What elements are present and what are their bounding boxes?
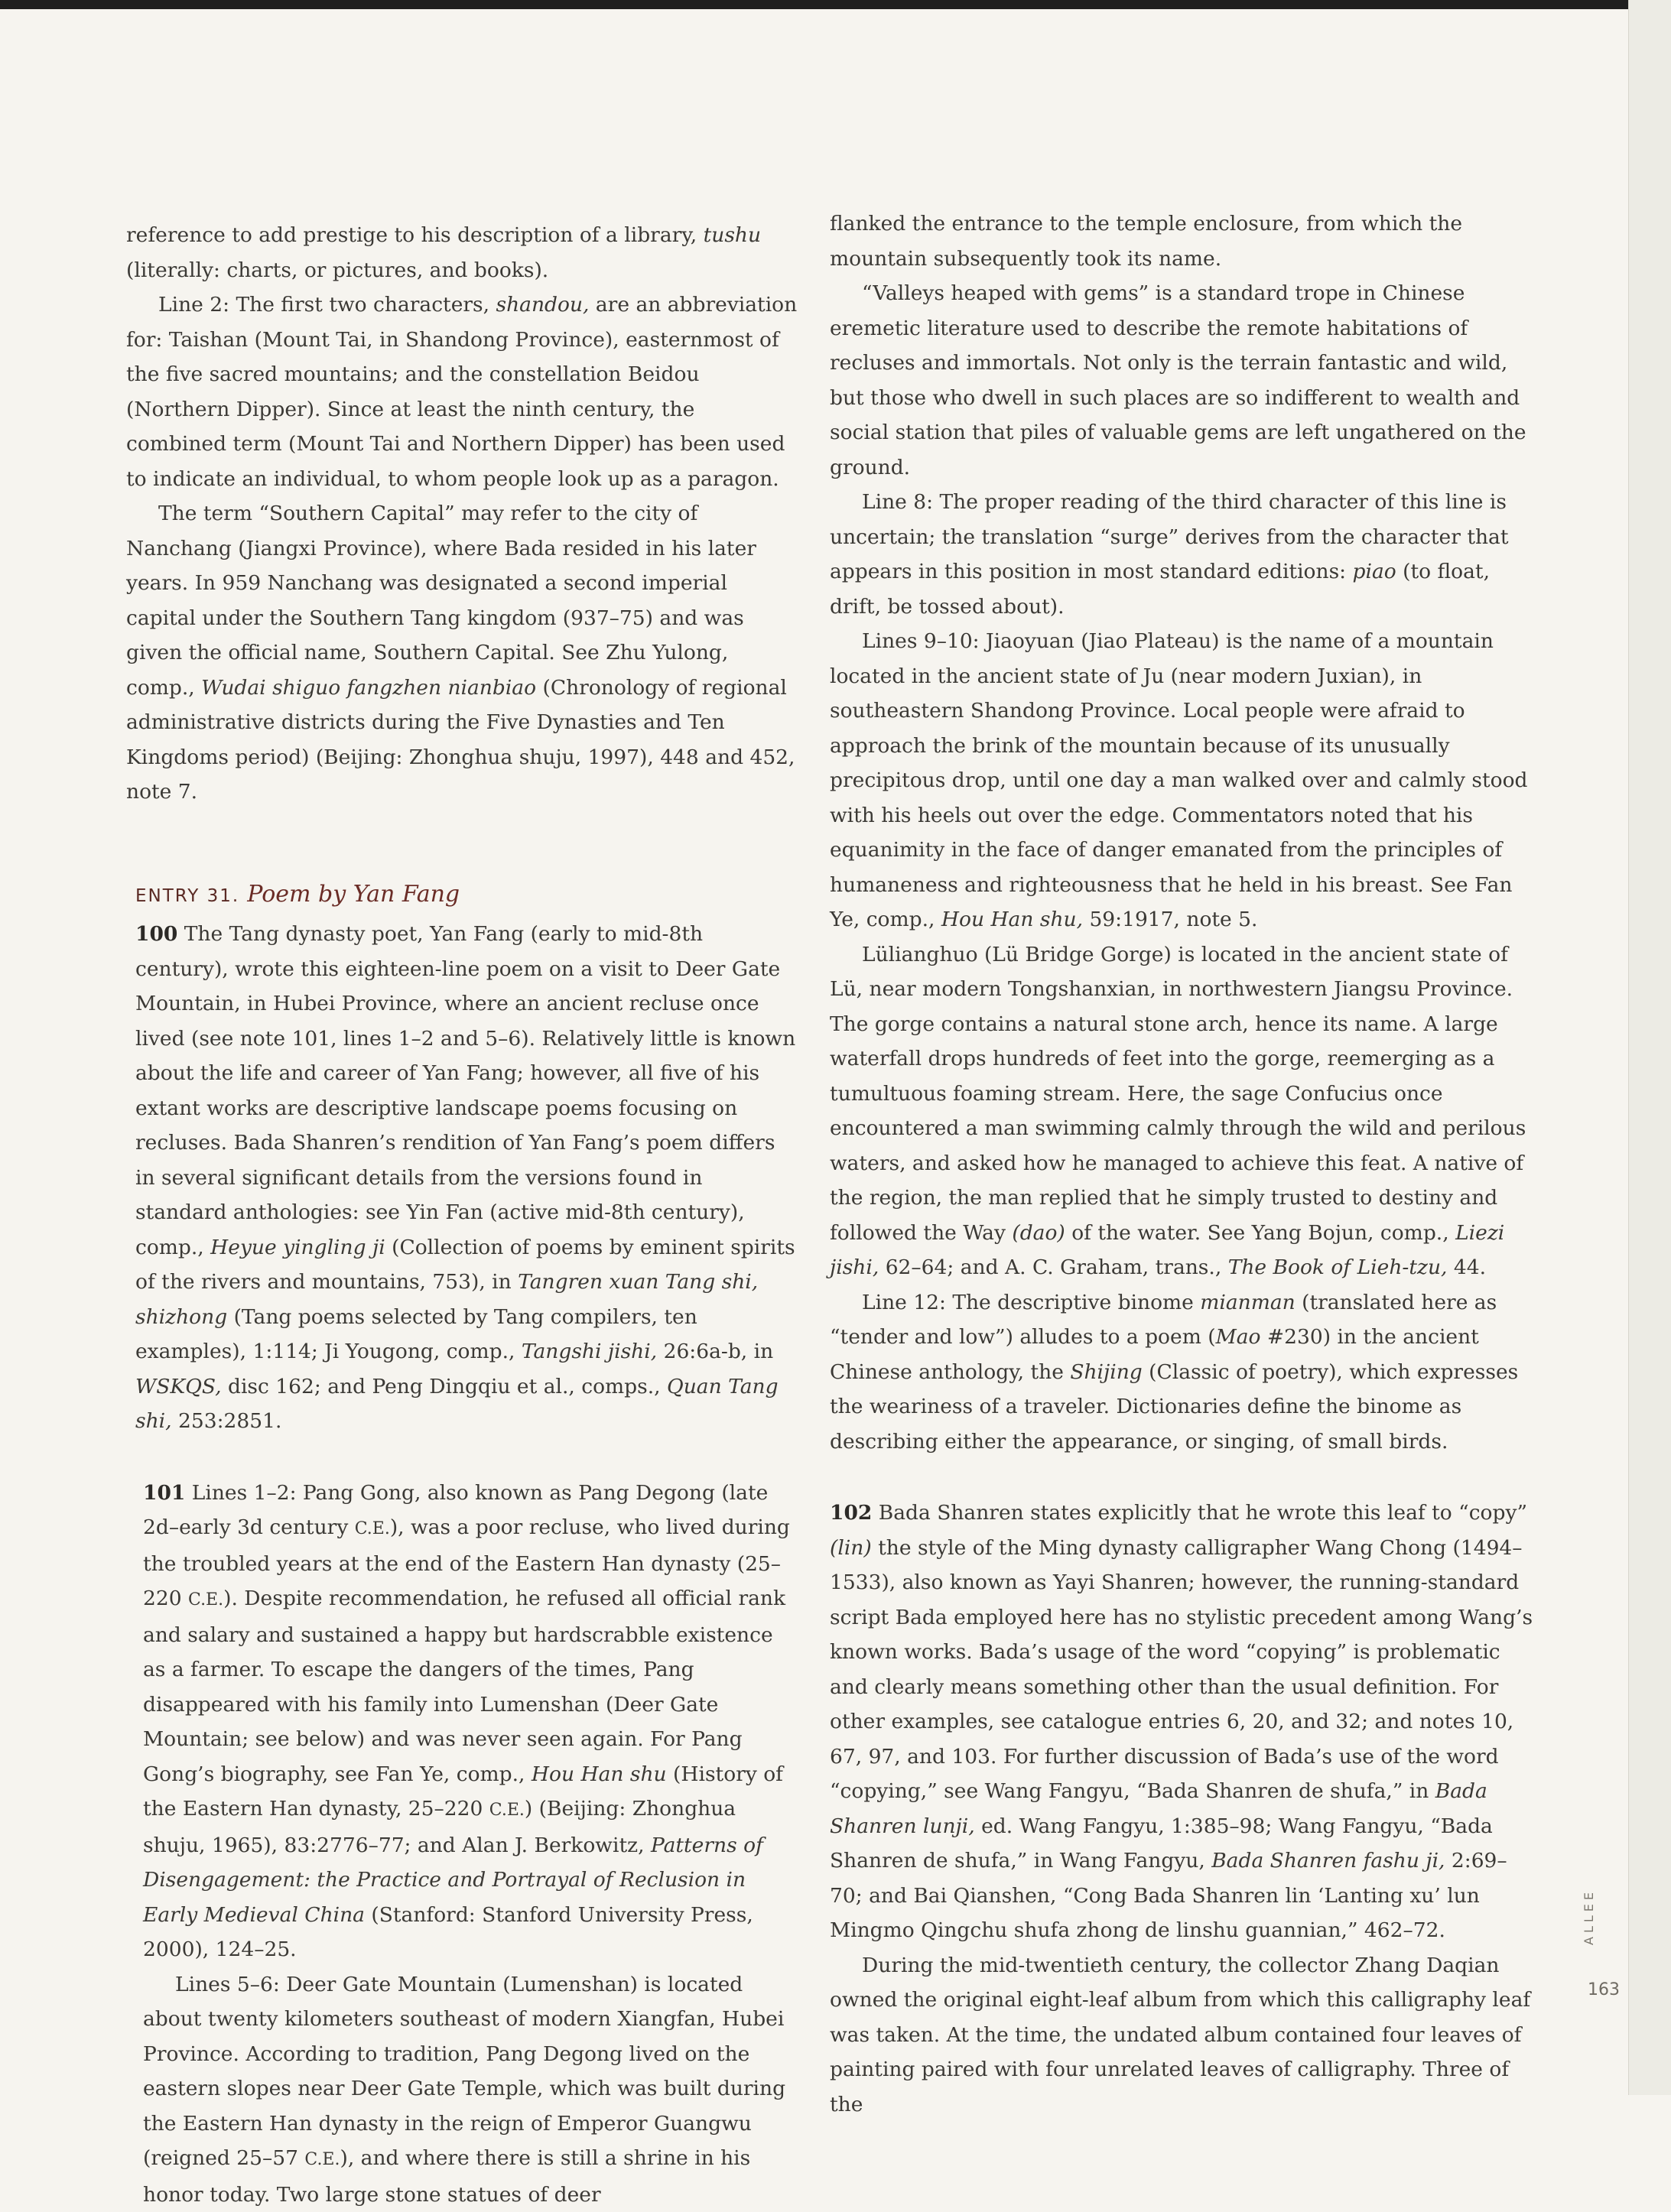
paragraph-lines-5-6: Lines 5–6: Deer Gate Mountain (Lumenshan) is located about twenty kilometers southeast of modern Xiangfan, Hubei Province. According to tradition, Pang Degong lived on the eastern slopes near Deer Gate Temple, which was built during the Eastern Han dynasty in the reign of Emperor Guangwu (reigned 25–57 C.E.), and where there is still a shrine in his honor today. Two large stone statues of deer xyxy=(143,1967,799,2212)
page-edge xyxy=(1628,0,1671,2095)
page-number: 163 xyxy=(1588,1980,1620,1999)
paragraph-valleys: “Valleys heaped with gems” is a standard trope in Chinese eremetic literature used to describe the remote habitations of recluses and immortals. Not only is the terrain fantastic and wild, but those who dwell in such places are so indifferent to wealth and social station that piles of valuable gems are left ungathered on the ground. xyxy=(830,276,1533,485)
paragraph-line-2: Line 2: The first two characters, shandou, are an abbreviation for: Taishan (Mount Tai, in Shandong Province), easternmost of the five sacred mountains; and the constellation Beidou (Northern Dipper). Since at least the ninth century, the combined term (Mount Tai and Northern Dipper) has been used to indicate an individual, to whom people look up as a paragon. xyxy=(126,287,799,496)
note-102: 102 Bada Shanren states explicitly that he wrote this leaf to “copy” (lin) the style of the Ming dynasty calligrapher Wang Chong (1494–1533), also known as Yayi Shanren; however, the running-standard script Bada employed here has no stylistic precedent among Wang’s known works. Bada’s usage of the word “copying” is problematic and clearly means something other than the usual definition. For other examples, see catalogue entries 6, 20, and 32; and notes 10, 67, 97, and 103. For further discussion of Bada’s use of the word “copying,” see Wang Fangyu, “Bada Shanren de shufa,” in Bada Shanren lunji, ed. Wang Fangyu, 1:385–98; Wang Fangyu, “Bada Shanren de shufa,” in Wang Fangyu, Bada Shanren fashu ji, 2:69–70; and Bai Qianshen, “Cong Bada Shanren lin ‘Lanting xu’ lun Mingmo Qingchu shufa zhong de linshu guannian,” 462–72. xyxy=(830,1496,1533,1948)
paragraph-luliang: Lülianghuo (Lü Bridge Gorge) is located in the ancient state of Lü, near modern Tongshanxian, in northwestern Jiangsu Province. The gorge contains a natural stone arch, hence its name. A large waterfall drops hundreds of feet into the gorge, reemerging as a tumultuous foaming stream. Here, the sage Confucius once encountered a man swimming calmly through the wild and perilous waters, and asked how he managed to achieve this feat. A native of the region, the man replied that he simply trusted to destiny and followed the Way (dao) of the water. See Yang Bojun, comp., Liezi jishi, 62–64; and A. C. Graham, trans., The Book of Lieh-tzu, 44. xyxy=(830,937,1533,1285)
scan-top-edge xyxy=(0,0,1671,9)
paragraph-zhang-daqian: During the mid-twentieth century, the collector Zhang Daqian owned the original eight-leaf album from which this calligraphy leaf was taken. At the time, the undated album contained four leaves of painting paired with four unrelated leaves of calligraphy. Three of the xyxy=(830,1948,1533,2123)
entry-label: ENTRY 31. xyxy=(135,886,239,906)
entry-title: Poem by Yan Fang xyxy=(247,881,460,908)
paragraph-line-8: Line 8: The proper reading of the third character of this line is uncertain; the translation “surge” derives from the character that appears in this position in most standard editions: piao (to float, drift, be tossed about). xyxy=(830,485,1533,624)
left-column xyxy=(126,218,799,2212)
paragraph-library: reference to add prestige to his description of a library, tushu (literally: charts, or pictures, and books). xyxy=(126,218,799,287)
running-side-label: ALLEE xyxy=(1582,1889,1604,1945)
paragraph-temple: flanked the entrance to the temple enclosure, from which the mountain subsequently took its name. xyxy=(830,206,1533,276)
note-101: 101 Lines 1–2: Pang Gong, also known as Pang Degong (late 2d–early 3d century C.E.), was a poor recluse, who lived during the troubled years at the end of the Eastern Han dynasty (25–220 C.E.). Despite recommendation, he refused all official rank and salary and sustained a happy but hardscrabble existence as a farmer. To escape the dangers of the times, Pang disappeared with his family into Lumenshan (Deer Gate Mountain; see below) and was never seen again. For Pang Gong’s biography, see Fan Ye, comp., Hou Han shu (History of the Eastern Han dynasty, 25–220 C.E.) (Beijing: Zhonghua shuju, 1965), 83:2776–77; and Alan J. Berkowitz, Patterns of Disengagement: the Practice and Portrayal of Reclusion in Early Medieval China (Stanford: Stanford University Press, 2000), 124–25. xyxy=(143,1476,799,1967)
right-column xyxy=(830,206,1533,2122)
paragraph-southern-capital: The term “Southern Capital” may refer to the city of Nanchang (Jiangxi Province), where Bada resided in his later years. In 959 Nanchang was designated a second imperial capital under the Southern Tang kingdom (937–75) and was given the official name, Southern Capital. See Zhu Yulong, comp., Wudai shiguo fangzhen nianbiao (Chronology of regional administrative districts during the Five Dynasties and Ten Kingdoms period) (Beijing: Zhonghua shuju, 1997), 448 and 452, note 7. xyxy=(126,496,799,810)
note-100: 100 The Tang dynasty poet, Yan Fang (early to mid-8th century), wrote this eighteen-line poem on a visit to Deer Gate Mountain, in Hubei Province, where an ancient recluse once lived (see note 101, lines 1–2 and 5–6). Relatively little is known about the life and career of Yan Fang; however, all five of his extant works are descriptive landscape poems focusing on recluses. Bada Shanren’s rendition of Yan Fang’s poem differs in several significant details from the versions found in standard anthologies: see Yin Fan (active mid-8th century), comp., Heyue yingling ji (Collection of poems by eminent spirits of the rivers and mountains, 753), in Tangren xuan Tang shi, shizhong (Tang poems selected by Tang compilers, ten examples), 1:114; Ji Yougong, comp., Tangshi jishi, 26:6a-b, in WSKQS, disc 162; and Peng Dingqiu et al., comps., Quan Tang shi, 253:2851. xyxy=(135,917,799,1439)
entry-heading xyxy=(135,877,799,914)
note-number: 100 xyxy=(135,922,177,946)
note-number: 102 xyxy=(830,1501,872,1525)
note-number: 101 xyxy=(143,1481,185,1505)
paragraph-lines-9-10: Lines 9–10: Jiaoyuan (Jiao Plateau) is the name of a mountain located in the ancient state of Ju (near modern Juxian), in southeastern Shandong Province. Local people were afraid to approach the brink of the mountain because of its unusually precipitous drop, until one day a man walked over and calmly stood with his heels out over the edge. Commentators noted that his equanimity in the face of danger emanated from the principles of humaneness and righteousness that he held in his breast. See Fan Ye, comp., Hou Han shu, 59:1917, note 5. xyxy=(830,624,1533,937)
paragraph-line-12: Line 12: The descriptive binome mianman (translated here as “tender and low”) alludes to a poem (Mao #230) in the ancient Chinese anthology, the Shijing (Classic of poetry), which expresses the weariness of a traveler. Dictionaries define the binome as describing either the appearance, or singing, of small birds. xyxy=(830,1285,1533,1460)
